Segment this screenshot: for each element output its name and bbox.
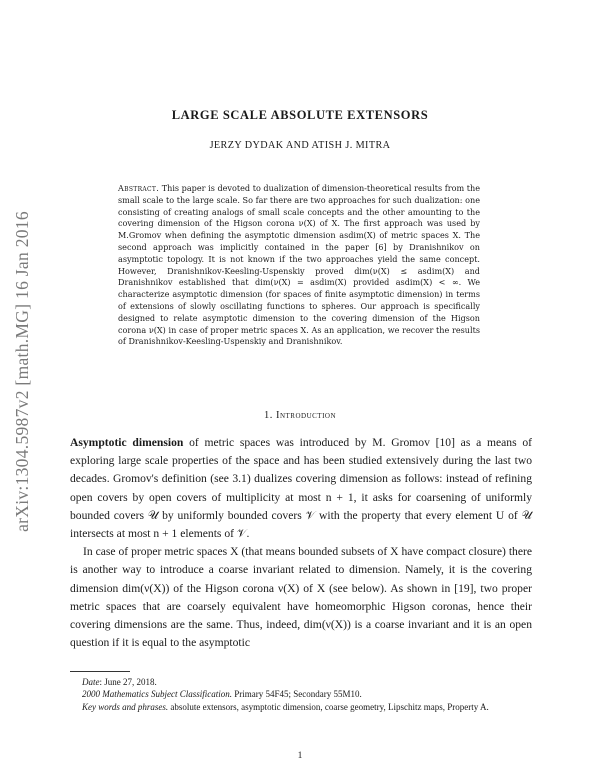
paper-title: LARGE SCALE ABSOLUTE EXTENSORS: [171, 108, 429, 122]
page-number: 1: [297, 751, 303, 761]
paragraph-1-text: of metric spaces was introduced by M. Gromov [10] as a means of exploring large scale properties of the space and has been studied extensively during the last two decades. Gromov's definition (see 3.1) dualizes covering dimension as follows: instead of refining open covers by open covers of multiplicity at most n + 1, it asks for coarsening of uniformly bounded covers 𝒰 by uniformly bounded covers 𝒱 with the property that every element U of 𝒰 intersects at most n + 1 elements of 𝒱.: [70, 436, 532, 541]
paragraph-1: [70, 434, 532, 543]
arxiv-stamp: [10, 176, 34, 566]
footnote-msc-label: 2000 Mathematics Subject Classification.: [82, 689, 232, 700]
footnote-msc-value: Primary 54F45; Secondary 55M10.: [232, 689, 362, 700]
footnote-msc: [70, 688, 532, 700]
footnotes: [70, 676, 532, 713]
abstract-label: Abstract.: [118, 183, 160, 193]
paragraph-2-text: In case of proper metric spaces X (that means bounded subsets of X have compact closure) there is another way to introduce a coarse invariant related to dimension. Namely, it is the covering dimension dim(ν(X)) of the Higson corona ν(X) of X (see below). As shown in [19], two proper metric spaces that are coarsely equivalent have homeomorphic Higson coronas, hence their covering dimensions are the same. Thus, indeed, dim(ν(X)) is a coarse invariant and it is an open question if it is equal to the asymptotic: [70, 545, 532, 650]
footnote-date-value: : June 27, 2018.: [99, 677, 157, 687]
footnote-rule: [70, 671, 130, 672]
term-asymptotic-dimension: Asymptotic dimension: [70, 436, 184, 449]
section-heading: [0, 410, 600, 421]
footnote-date: [70, 676, 532, 688]
footnote-keywords-label: Key words and phrases.: [82, 701, 169, 712]
abstract-text: This paper is devoted to dualization of dimension-theoretical results from the small scale to the large scale. So far there are two approaches for such dualization: one consisting of creating analogs of small scale concepts and the other amounting to the covering dimension of the Higson corona ν(X) of X. The first approach was used by M.Gromov when defining the asymptotic dimension asdim(X) of metric spaces X. The second approach was implicitly contained in the paper [6] by Dranishnikov on asymptotic topology. It is not known if the two approaches yield the same concept. However, Dranishnikov-Keesling-Uspenskiy proved dim(ν(X) ≤ asdim(X) and Dranishnikov established that dim(ν(X) = asdim(X) provided asdim(X) < ∞. We characterize asymptotic dimension (for spaces of finite asymptotic dimension) in terms of extensions of slowly oscillating functions to spheres. Our approach is specifically designed to relate asymptotic dimension to the covering dimension of the Higson corona ν(X) in case of proper metric spaces X. As an application, we recover the results of Dranishnikov-Keesling-Uspenskiy and Dranishnikov.: [118, 183, 480, 347]
footnote-keywords: [70, 701, 532, 713]
arxiv-stamp-text: arXiv:1304.5987v2 [math.MG] 16 Jan 2016: [11, 210, 32, 532]
footnote-date-label: Date: [82, 677, 100, 687]
paper-authors: JERZY DYDAK AND ATISH J. MITRA: [209, 140, 391, 151]
abstract: [118, 183, 480, 348]
paragraph-2: [70, 543, 532, 652]
body-text: [70, 434, 532, 652]
section-title: Introduction: [275, 410, 337, 421]
section-number: 1.: [263, 410, 273, 421]
footnote-keywords-value: absolute extensors, asymptotic dimension, coarse geometry, Lipschitz maps, Property A.: [168, 701, 489, 712]
